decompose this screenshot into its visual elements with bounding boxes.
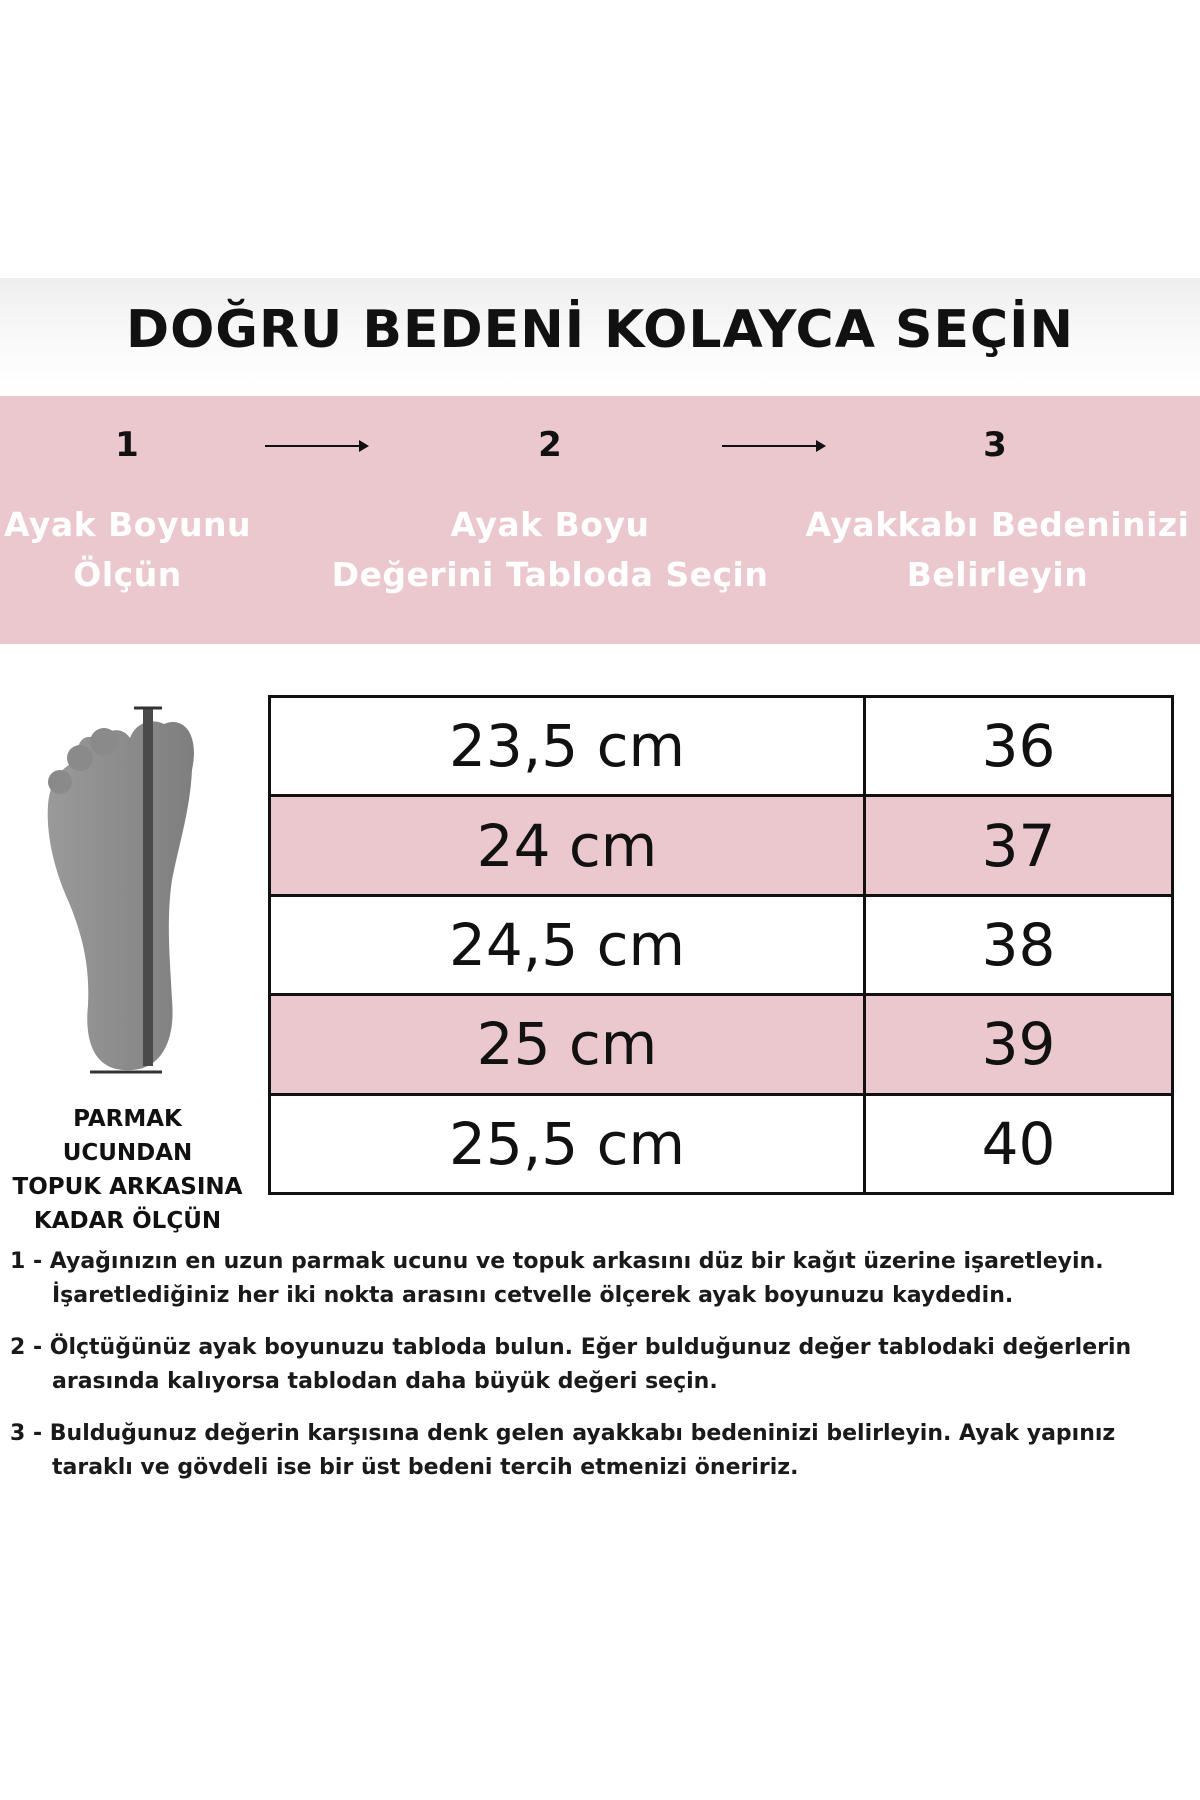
foot-length-cell: 24,5 cm [271,897,866,993]
table-row [271,797,1171,896]
step-1-number: 1 [115,425,139,465]
step-1-text [0,500,255,600]
measure-caption-line2: TOPUK ARKASINA [12,1174,243,1200]
arrow-right-icon [265,445,367,447]
step-2-text [330,500,770,600]
foot-sole-shape [48,721,194,1070]
step-2-line1: Ayak Boyu [450,505,650,544]
instruction-1 [10,1245,1180,1313]
shoe-size-cell: 37 [981,811,1056,880]
instruction-1-line2: İşaretlediğiniz her iki nokta arasını cetvelle ölçerek ayak boyunuzu kaydedin. [52,1283,1014,1308]
foot-length-cell: 24 cm [271,797,866,893]
table-row [271,897,1171,996]
foot-length-cell: 25 cm [271,996,866,1092]
step-3-line1: Ayakkabı Bedeninizi [805,505,1190,544]
step-2-line2: Değerini Tabloda Seçin [331,555,769,594]
foot-toe-shape [48,770,72,794]
page-title: DOĞRU BEDENİ KOLAYCA SEÇİN [125,300,1075,360]
instruction-2 [10,1331,1180,1399]
shoe-size-cell: 40 [981,1109,1056,1178]
step-3-number: 3 [983,425,1007,465]
shoe-size-cell: 36 [981,712,1056,781]
foot-length-cell: 25,5 cm [271,1096,866,1192]
foot-toe-shape [67,745,93,771]
instruction-2-line1: 2 - Ölçtüğünüz ayak boyunuzu tabloda bulun. Eğer bulduğunuz değer tablodaki değerlerin [10,1335,1132,1360]
instruction-3 [10,1417,1180,1485]
step-1-line2: Ölçün [73,555,182,594]
instruction-1-line1: 1 - Ayağınızın en uzun parmak ucunu ve topuk arkasını düz bir kağıt üzerine işaretleyin. [10,1249,1104,1274]
measure-caption-line1: PARMAK UCUNDAN [62,1106,193,1166]
shoe-size-cell: 38 [981,911,1056,980]
instruction-2-line2: arasında kalıyorsa tablodan daha büyük değeri seçin. [52,1369,718,1394]
measure-caption-line3: KADAR ÖLÇÜN [33,1208,222,1234]
arrow-right-icon [722,445,824,447]
step-3-line2: Belirleyin [906,555,1089,594]
step-3-text [800,500,1195,600]
instructions [10,1245,1180,1503]
foot-measure-icon [30,700,200,1080]
measure-caption [5,1102,250,1238]
table-row [271,996,1171,1095]
table-row [271,1096,1171,1192]
step-2-number: 2 [538,425,562,465]
foot-length-cell: 23,5 cm [271,698,866,794]
size-table [268,695,1174,1195]
instruction-3-line2: taraklı ve gövdeli ise bir üst bedeni tercih etmenizi öneririz. [52,1455,799,1480]
shoe-size-cell: 39 [981,1010,1056,1079]
instruction-3-line1: 3 - Bulduğunuz değerin karşısına denk gelen ayakkabı bedeninizi belirleyin. Ayak yapınız [10,1421,1116,1446]
table-row [271,698,1171,797]
step-1-line1: Ayak Boyunu [4,505,251,544]
foot-toe-shape [90,728,118,756]
